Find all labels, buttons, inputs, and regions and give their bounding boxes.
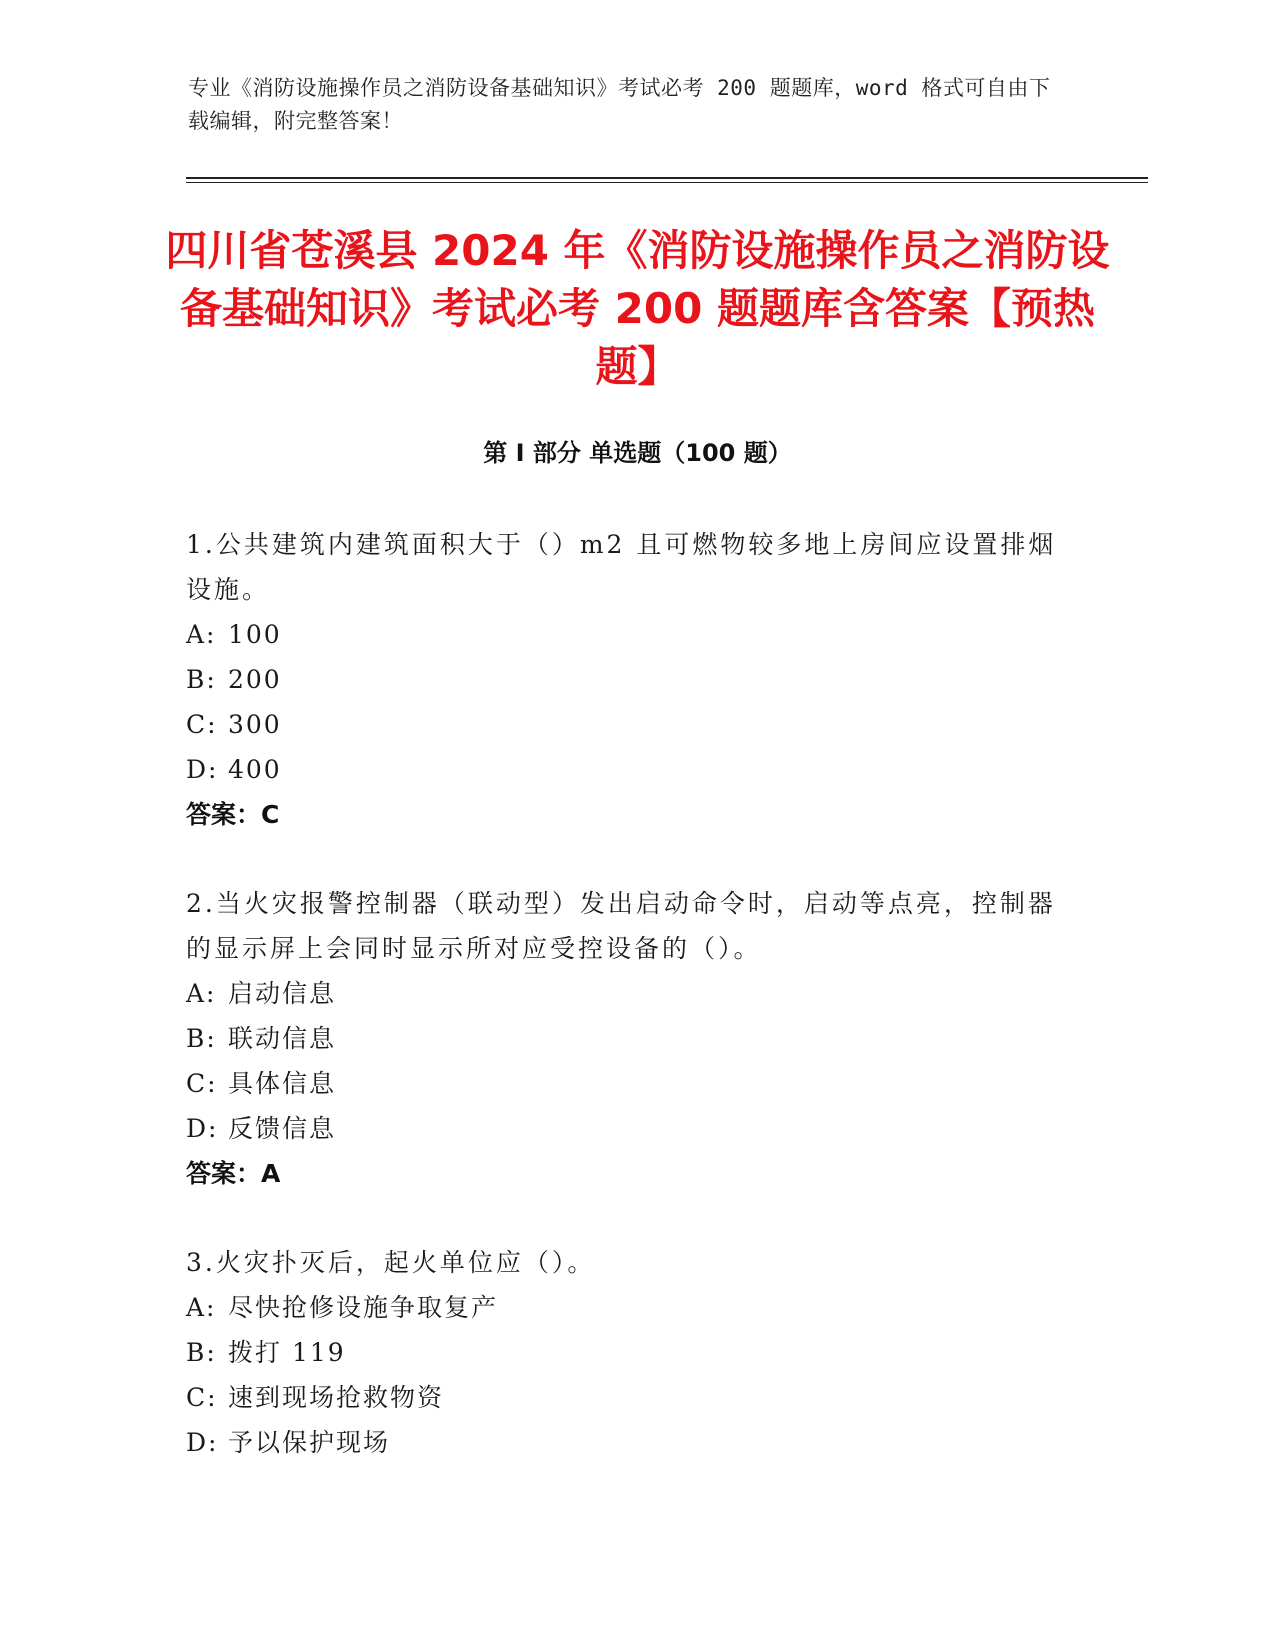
option-text: 具体信息	[228, 1069, 337, 1098]
question-3	[186, 1240, 1066, 1465]
option-d	[186, 747, 1066, 792]
option-text: 启动信息	[228, 979, 337, 1008]
option-key: A:	[186, 1293, 217, 1322]
option-d	[186, 1420, 1066, 1465]
option-c	[186, 702, 1066, 747]
question-list	[186, 522, 1066, 1509]
option-key: D:	[186, 755, 219, 784]
section-heading: 第 I 部分 单选题（100 题）	[483, 439, 792, 467]
option-b	[186, 1016, 1066, 1061]
question-stem: 2.当火灾报警控制器（联动型）发出启动命令时，启动等点亮，控制器的显示屏上会同时显示所对应受控设备的（）。	[186, 889, 1056, 963]
option-a	[186, 971, 1066, 1016]
option-text: 拨打 119	[228, 1338, 346, 1367]
option-c	[186, 1061, 1066, 1106]
option-text: 尽快抢修设施争取复产	[228, 1293, 499, 1322]
header-note: 专业《消防设施操作员之消防设备基础知识》考试必考 200 题题库，word 格式可自由下载编辑，附完整答案！	[188, 76, 1051, 133]
option-text: 速到现场抢救物资	[228, 1383, 445, 1412]
option-a	[186, 1285, 1066, 1330]
option-key: B:	[186, 1338, 217, 1367]
option-text: 200	[228, 665, 282, 694]
option-key: A:	[186, 620, 217, 649]
option-key: C:	[186, 710, 218, 739]
option-key: B:	[186, 665, 217, 694]
option-c	[186, 1375, 1066, 1420]
header-divider-thick	[186, 177, 1148, 179]
question-2	[186, 881, 1066, 1196]
option-a	[186, 612, 1066, 657]
header-divider-thin	[186, 182, 1148, 183]
answer-line: 答案：C	[186, 800, 280, 829]
option-b	[186, 1330, 1066, 1375]
option-text: 300	[228, 710, 282, 739]
option-key: C:	[186, 1383, 218, 1412]
option-text: 400	[228, 755, 282, 784]
question-stem: 1.公共建筑内建筑面积大于（）m2 且可燃物较多地上房间应设置排烟设施。	[186, 530, 1057, 604]
document-title: 四川省苍溪县 2024 年《消防设施操作员之消防设备基础知识》考试必考 200 题题库含答案【预热题】	[165, 226, 1110, 391]
option-key: D:	[186, 1114, 219, 1143]
option-key: A:	[186, 979, 217, 1008]
option-text: 100	[228, 620, 282, 649]
option-b	[186, 657, 1066, 702]
question-1	[186, 522, 1066, 837]
option-d	[186, 1106, 1066, 1151]
option-key: B:	[186, 1024, 217, 1053]
option-key: D:	[186, 1428, 219, 1457]
option-text: 联动信息	[228, 1024, 337, 1053]
option-key: C:	[186, 1069, 218, 1098]
option-text: 予以保护现场	[228, 1428, 391, 1457]
question-stem: 3.火灾扑灭后，起火单位应（）。	[186, 1248, 596, 1277]
answer-line: 答案：A	[186, 1159, 281, 1188]
option-text: 反馈信息	[228, 1114, 337, 1143]
